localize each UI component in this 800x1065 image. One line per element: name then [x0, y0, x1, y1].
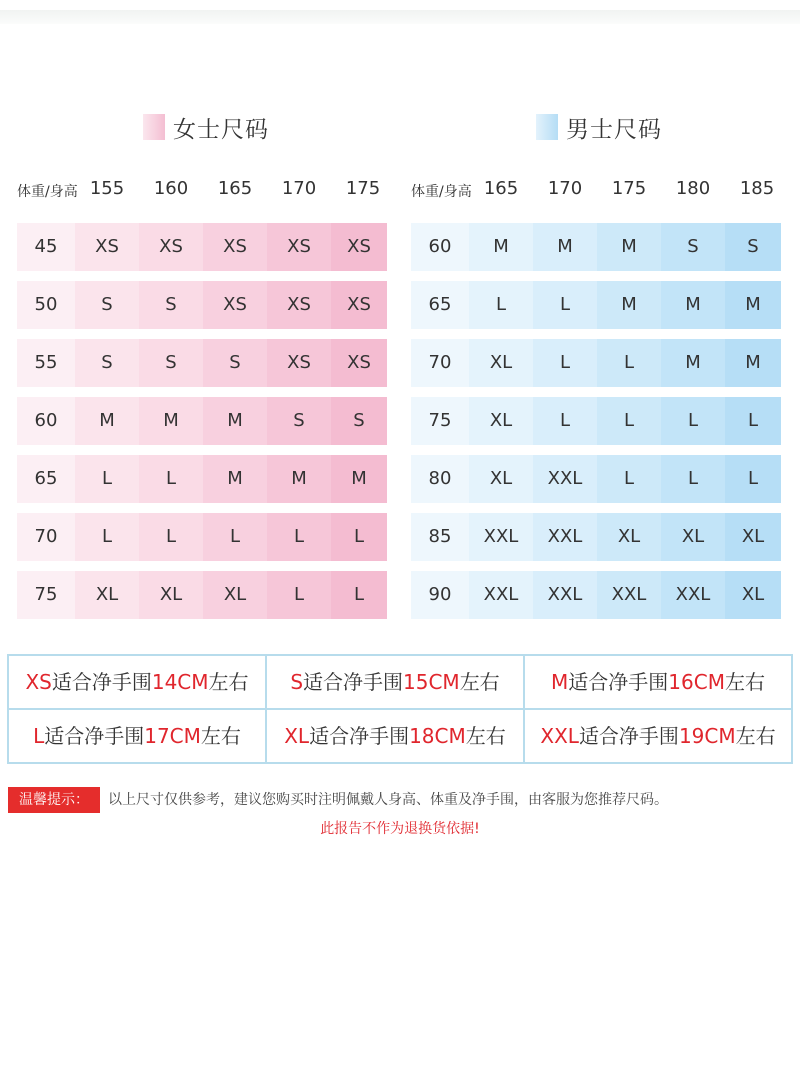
women-size-cell: XS — [75, 223, 139, 271]
women-size-table — [17, 223, 387, 621]
men-size-row — [411, 513, 781, 561]
women-weight-cell: 55 — [17, 339, 75, 387]
men-size-row — [411, 455, 781, 503]
women-size-cell: S — [139, 339, 203, 387]
women-size-title — [143, 112, 269, 142]
women-size-row — [17, 571, 387, 619]
men-size-cell: XL — [469, 339, 533, 387]
men-size-cell: XXL — [533, 571, 597, 619]
women-size-cell: S — [267, 397, 331, 445]
glove-fit-text: 适合净手围 — [568, 670, 669, 694]
men-weight-cell: 80 — [411, 455, 469, 503]
women-size-cell: L — [331, 513, 387, 561]
men-size-row — [411, 281, 781, 329]
glove-size-item — [267, 710, 523, 763]
men-size-cell: L — [661, 397, 725, 445]
women-size-cell: L — [331, 571, 387, 619]
women-size-cell: XS — [331, 223, 387, 271]
top-divider-bar — [0, 10, 800, 24]
women-size-cell: S — [331, 397, 387, 445]
women-size-row — [17, 223, 387, 271]
men-size-cell: XXL — [597, 571, 661, 619]
glove-fit-text: 适合净手围 — [309, 724, 410, 748]
women-size-cell: M — [267, 455, 331, 503]
women-size-cell: XS — [267, 339, 331, 387]
men-size-cell: XL — [725, 571, 781, 619]
hand-circumference-box — [7, 654, 793, 764]
men-title-text: 男士尺码 — [566, 116, 662, 143]
women-size-cell: XS — [203, 223, 267, 271]
glove-suffix: 左右 — [735, 724, 776, 748]
women-size-cell: S — [75, 281, 139, 329]
men-size-cell: L — [533, 281, 597, 329]
men-size-title — [536, 112, 662, 142]
men-size-cell: M — [469, 223, 533, 271]
women-height-header: 160 — [153, 178, 189, 199]
men-size-cell: L — [533, 339, 597, 387]
women-size-cell: L — [267, 513, 331, 561]
women-size-row — [17, 281, 387, 329]
men-color-swatch — [536, 114, 558, 140]
men-height-header: 165 — [483, 178, 519, 199]
men-size-cell: L — [469, 281, 533, 329]
women-size-cell: M — [75, 397, 139, 445]
glove-size-item — [525, 656, 791, 709]
men-height-header: 170 — [547, 178, 583, 199]
women-size-cell: XL — [203, 571, 267, 619]
glove-size-code: XS — [25, 670, 52, 694]
glove-suffix: 左右 — [459, 670, 500, 694]
glove-suffix: 左右 — [465, 724, 506, 748]
men-weight-cell: 85 — [411, 513, 469, 561]
glove-fit-text: 适合净手围 — [303, 670, 404, 694]
glove-suffix: 左右 — [208, 670, 249, 694]
women-color-swatch — [143, 114, 165, 140]
men-size-cell: XL — [597, 513, 661, 561]
men-size-cell: M — [533, 223, 597, 271]
women-height-header: 175 — [345, 178, 381, 199]
women-height-header: 170 — [281, 178, 317, 199]
women-size-cell: M — [331, 455, 387, 503]
glove-fit-text: 适合净手围 — [51, 670, 152, 694]
men-size-cell: XXL — [533, 455, 597, 503]
men-size-cell: XXL — [533, 513, 597, 561]
women-size-cell: L — [75, 513, 139, 561]
men-size-cell: XL — [725, 513, 781, 561]
women-size-cell: L — [267, 571, 331, 619]
glove-measure: 19CM — [678, 724, 736, 748]
women-size-cell: XS — [139, 223, 203, 271]
glove-size-item — [9, 710, 265, 763]
women-height-header: 165 — [217, 178, 253, 199]
glove-size-code: XXL — [540, 724, 579, 748]
men-weight-cell: 90 — [411, 571, 469, 619]
glove-size-item — [267, 656, 523, 709]
tip-badge: 温馨提示： — [8, 787, 100, 813]
women-height-header: 155 — [89, 178, 125, 199]
men-size-cell: M — [661, 339, 725, 387]
men-size-cell: L — [661, 455, 725, 503]
women-size-row — [17, 455, 387, 503]
glove-size-code: S — [290, 670, 304, 694]
men-size-row — [411, 223, 781, 271]
glove-size-item — [9, 656, 265, 709]
women-weight-cell: 75 — [17, 571, 75, 619]
men-size-table — [411, 223, 781, 621]
glove-measure: 17CM — [144, 724, 201, 748]
women-size-cell: XS — [331, 281, 387, 329]
men-weight-cell: 70 — [411, 339, 469, 387]
women-size-cell: XS — [267, 223, 331, 271]
glove-measure: 16CM — [668, 670, 725, 694]
men-size-cell: M — [725, 281, 781, 329]
women-size-cell: S — [139, 281, 203, 329]
tip-warning: 此报告不作为退换货依据! — [320, 821, 480, 837]
women-size-cell: L — [75, 455, 139, 503]
women-size-cell: L — [139, 455, 203, 503]
men-size-cell: L — [597, 455, 661, 503]
men-size-cell: M — [597, 281, 661, 329]
men-size-cell: XXL — [661, 571, 725, 619]
men-height-header: 185 — [739, 178, 775, 199]
glove-size-item — [525, 710, 791, 763]
glove-size-code: M — [551, 670, 569, 694]
women-size-row — [17, 397, 387, 445]
men-size-cell: S — [725, 223, 781, 271]
men-size-cell: L — [597, 397, 661, 445]
glove-size-code: L — [33, 724, 45, 748]
women-size-row — [17, 513, 387, 561]
men-size-cell: XL — [661, 513, 725, 561]
men-size-cell: L — [725, 397, 781, 445]
glove-measure: 14CM — [151, 670, 209, 694]
women-weight-cell: 60 — [17, 397, 75, 445]
women-size-cell: XL — [75, 571, 139, 619]
women-size-cell: XS — [267, 281, 331, 329]
men-header-row — [411, 176, 781, 206]
men-size-row — [411, 397, 781, 445]
men-size-cell: XXL — [469, 571, 533, 619]
women-size-cell: L — [139, 513, 203, 561]
women-size-cell: M — [139, 397, 203, 445]
men-size-cell: M — [725, 339, 781, 387]
tip-text: 以上尺寸仅供参考，建议您购买时注明佩戴人身高、体重及净手围，由客服为您推荐尺码。 — [108, 792, 668, 808]
glove-measure: 18CM — [409, 724, 466, 748]
men-weight-cell: 75 — [411, 397, 469, 445]
women-weight-cell: 50 — [17, 281, 75, 329]
men-size-cell: M — [661, 281, 725, 329]
glove-fit-text: 适合净手围 — [44, 724, 145, 748]
men-size-row — [411, 339, 781, 387]
glove-suffix: 左右 — [724, 670, 765, 694]
women-size-cell: XL — [139, 571, 203, 619]
men-size-row — [411, 571, 781, 619]
women-header-row — [17, 176, 387, 206]
glove-measure: 15CM — [403, 670, 460, 694]
women-size-cell: L — [203, 513, 267, 561]
women-corner-label: 体重/身高 — [17, 184, 78, 200]
men-size-cell: L — [725, 455, 781, 503]
men-height-header: 175 — [611, 178, 647, 199]
women-size-cell: M — [203, 455, 267, 503]
women-weight-cell: 70 — [17, 513, 75, 561]
women-size-cell: M — [203, 397, 267, 445]
men-size-cell: L — [597, 339, 661, 387]
women-size-cell: S — [203, 339, 267, 387]
men-size-cell: XL — [469, 397, 533, 445]
glove-size-code: XL — [284, 724, 310, 748]
men-corner-label: 体重/身高 — [411, 184, 472, 200]
men-weight-cell: 65 — [411, 281, 469, 329]
women-size-row — [17, 339, 387, 387]
women-weight-cell: 65 — [17, 455, 75, 503]
men-height-header: 180 — [675, 178, 711, 199]
men-weight-cell: 60 — [411, 223, 469, 271]
glove-fit-text: 适合净手围 — [578, 724, 679, 748]
men-size-cell: S — [661, 223, 725, 271]
women-size-cell: XS — [331, 339, 387, 387]
glove-suffix: 左右 — [200, 724, 241, 748]
women-weight-cell: 45 — [17, 223, 75, 271]
women-size-cell: XS — [203, 281, 267, 329]
women-size-cell: S — [75, 339, 139, 387]
men-size-cell: XL — [469, 455, 533, 503]
men-size-cell: L — [533, 397, 597, 445]
women-title-text: 女士尺码 — [173, 116, 269, 143]
men-size-cell: M — [597, 223, 661, 271]
men-size-cell: XXL — [469, 513, 533, 561]
